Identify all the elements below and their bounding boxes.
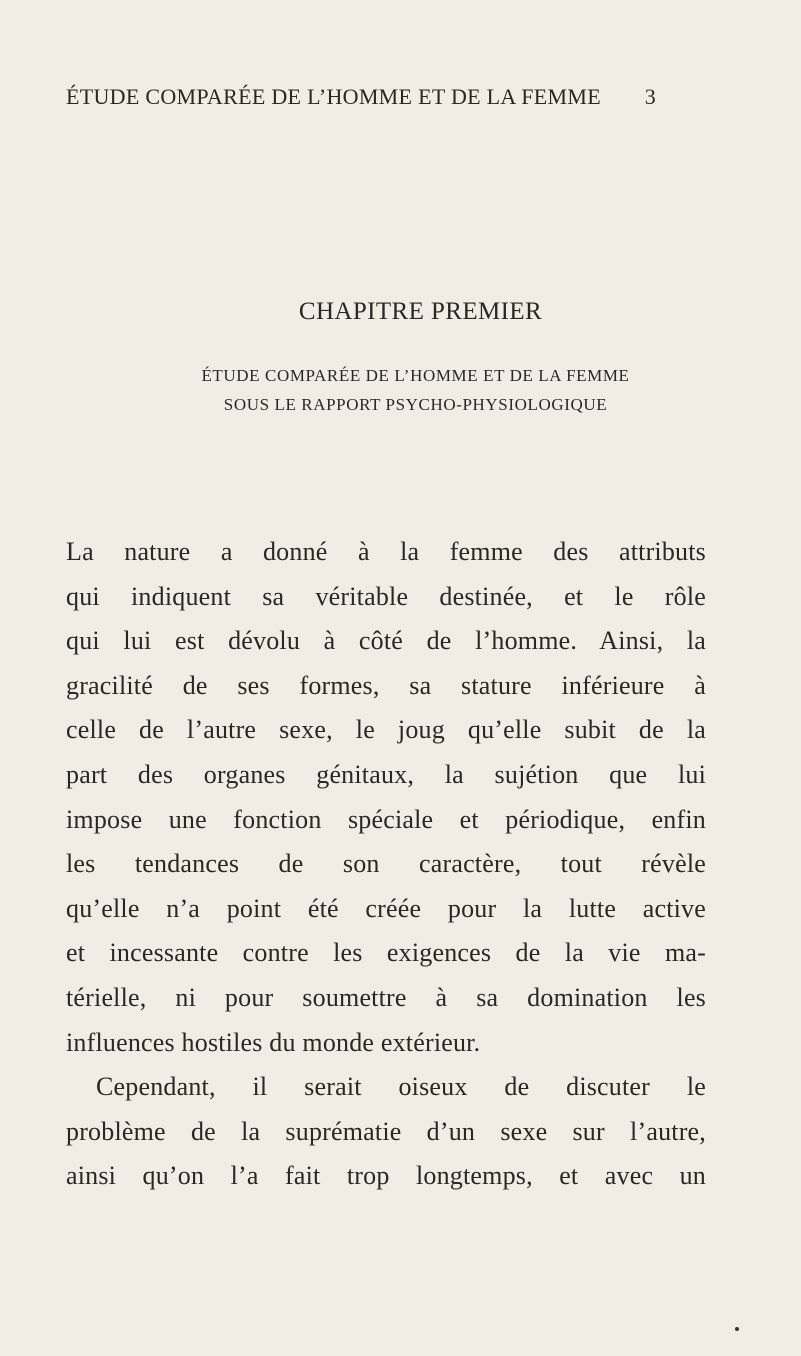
body-line: et incessante contre les exigences de la vie ma- — [66, 938, 706, 968]
body-line: part des organes génitaux, la sujétion que lui — [66, 759, 706, 789]
page-number: 3 — [644, 84, 656, 109]
chapter-subtitle-line-1: ÉTUDE COMPARÉE DE L’HOMME ET DE LA FEMME — [201, 366, 630, 385]
body-text — [66, 530, 706, 1199]
body-line: celle de l’autre sexe, le joug qu’elle subit de la — [66, 715, 706, 745]
chapter-subtitle-line-2: SOUS LE RAPPORT PSYCHO-PHYSIOLOGIQUE — [223, 395, 608, 414]
body-line: impose une fonction spéciale et périodique, enfin — [66, 804, 706, 834]
body-line: problème de la suprématie d’un sexe sur l’autre, — [66, 1116, 706, 1146]
body-line: influences hostiles du monde extérieur. — [66, 1027, 481, 1057]
body-line: qui indiquent sa véritable destinée, et le rôle — [66, 581, 706, 611]
body-line: térielle, ni pour soumettre à sa domination les — [66, 982, 706, 1012]
chapter-heading: CHAPITRE PREMIER — [298, 298, 543, 325]
running-head — [66, 84, 656, 114]
ink-speck — [735, 1327, 739, 1331]
body-line: les tendances de son caractère, tout révèle — [66, 849, 706, 879]
body-line: ainsi qu’on l’a fait trop longtemps, et avec un — [66, 1161, 706, 1191]
running-head-title: ÉTUDE COMPARÉE DE L’HOMME ET DE LA FEMME — [66, 84, 601, 109]
body-line: Cependant, il serait oiseux de discuter le — [96, 1072, 706, 1102]
body-line: La nature a donné à la femme des attributs — [66, 537, 706, 566]
body-line: qu’elle n’a point été créée pour la lutte active — [66, 893, 706, 923]
body-line: gracilité de ses formes, sa stature inférieure à — [66, 670, 706, 700]
body-line: qui lui est dévolu à côté de l’homme. Ainsi, la — [66, 626, 706, 656]
